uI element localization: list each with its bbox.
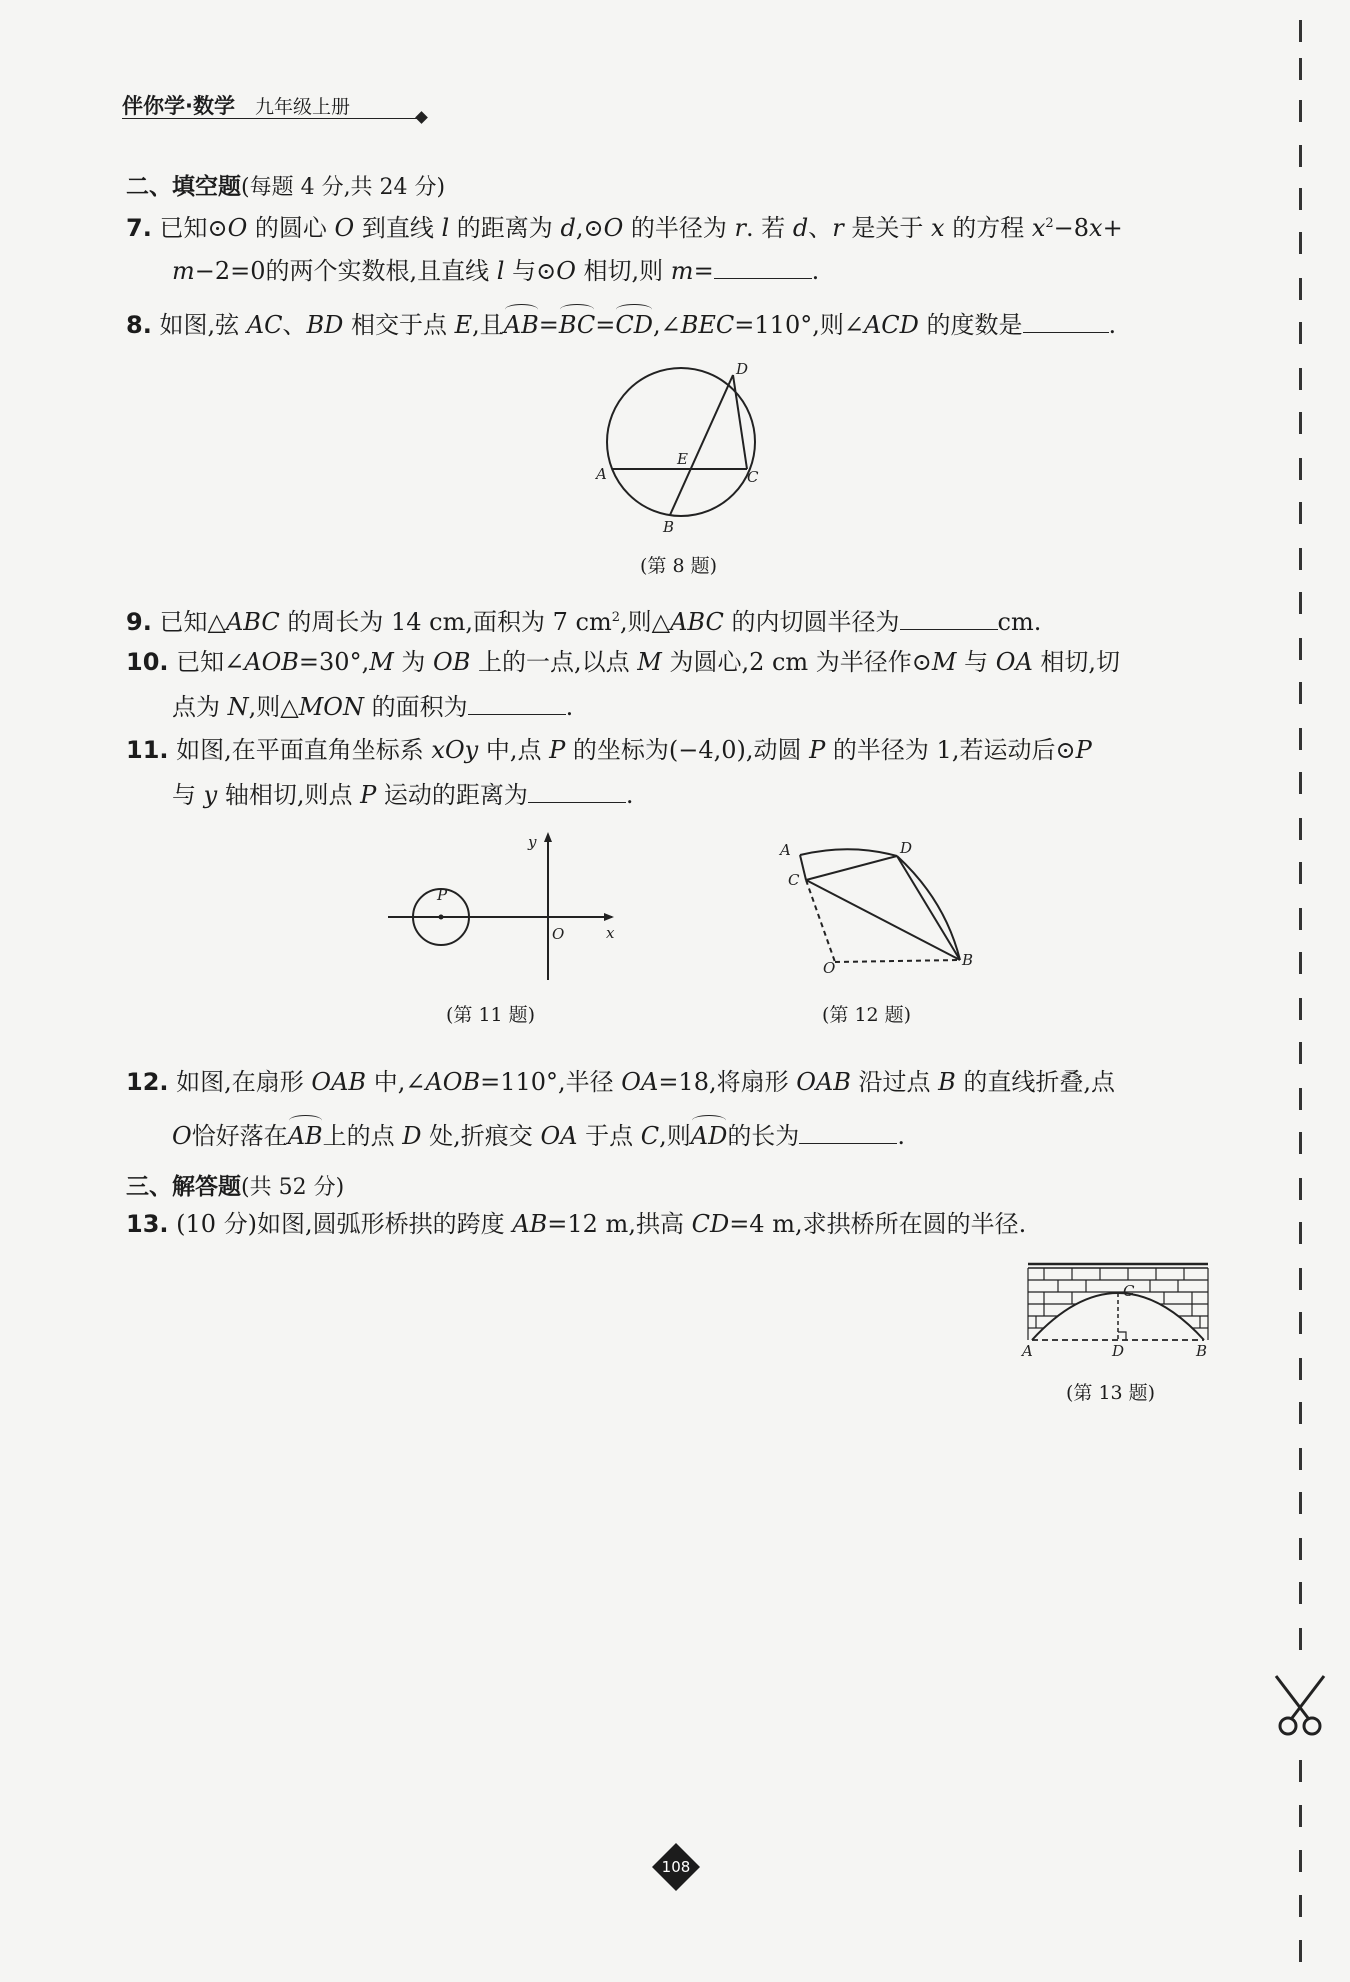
figure-12-sector	[770, 835, 995, 985]
header-diamond-icon	[415, 111, 428, 124]
fig11-label-y: y	[528, 833, 537, 851]
grade-label: 九年级上册	[254, 96, 350, 118]
figure-13-bridge	[1020, 1258, 1220, 1358]
question-7-line-2: m−2=0的两个实数根,且直线 l 与⊙O 相切,则 m= .	[172, 257, 820, 285]
fig12-label-C: C	[788, 871, 800, 889]
book-brand: 伴你学·数学	[122, 94, 235, 118]
answer-blank-7[interactable]	[714, 258, 812, 279]
fig13-label-C: C	[1123, 1282, 1135, 1300]
figure-13-caption: (第 13 题)	[1066, 1382, 1156, 1404]
question-12-line-1: 12. 如图,在扇形 OAB 中,∠AOB=110°,半径 OA=18,将扇形 OAB 沿过点 B 的直线折叠,点	[126, 1068, 1116, 1096]
answer-blank-9[interactable]	[900, 609, 998, 630]
figure-11-caption: (第 11 题)	[446, 1004, 536, 1026]
figure-12-caption: (第 12 题)	[822, 1004, 912, 1026]
page-number-badge	[651, 1842, 701, 1892]
question-9: 9. 已知△ABC 的周长为 14 cm,面积为 7 $cm^2$,则△ABC 的内切圆半径为 cm.	[126, 608, 1042, 636]
fig11-label-x: x	[606, 924, 615, 942]
fig8-label-D: D	[736, 360, 749, 378]
question-13: 13. (10 分)如图,圆弧形桥拱的跨度 AB=12 m,拱高 CD=4 m,求拱桥所在圆的半径.	[126, 1210, 1027, 1238]
fig13-label-D: D	[1112, 1342, 1125, 1358]
answer-blank-10[interactable]	[468, 694, 566, 715]
fig13-label-A: A	[1022, 1342, 1033, 1358]
question-7-line-1: 7. 已知⊙O 的圆心 O 到直线 l 的距离为 d,⊙O 的半径为 r. 若 d、r 是关于 x 的方程 $x^2-8x+$	[126, 214, 1123, 242]
answer-blank-8[interactable]	[1023, 312, 1109, 333]
page-number: 108	[661, 1858, 691, 1876]
answer-blank-11[interactable]	[528, 782, 626, 803]
fig13-label-B: B	[1196, 1342, 1208, 1358]
section-solve-title: 三、解答题(共 52 分)	[126, 1174, 345, 1200]
question-8: 8. 如图,弦 AC、BD 相交于点 E,且AB=BC=CD,∠BEC=110°,则∠ACD 的度数是 .	[126, 311, 1117, 339]
figure-8-circle	[595, 360, 785, 535]
question-10-line-2: 点为 N,则△MON 的面积为 .	[172, 693, 574, 721]
scissors-icon	[1268, 1672, 1332, 1742]
question-11-line-1: 11. 如图,在平面直角坐标系 xOy 中,点 P 的坐标为(−4,0),动圆 P 的半径为 1,若运动后⊙P	[126, 736, 1092, 764]
answer-blank-12[interactable]	[799, 1123, 897, 1144]
header-rule	[122, 118, 422, 119]
question-11-line-2: 与 y 轴相切,则点 P 运动的距离为 .	[172, 781, 634, 809]
section-fill-in-title: 二、填空题(每题 4 分,共 24 分)	[126, 174, 446, 200]
fig11-label-O: O	[552, 925, 565, 943]
fig8-label-E: E	[677, 450, 688, 468]
question-10-line-1: 10. 已知∠AOB=30°,M 为 OB 上的一点,以点 M 为圆心,2 cm 为半径作⊙M 与 OA 相切,切	[126, 648, 1121, 676]
fig12-label-A: A	[780, 841, 791, 859]
fig11-label-P: P	[437, 886, 448, 904]
header	[122, 90, 350, 120]
fig8-label-C: C	[747, 468, 759, 486]
fig8-label-A: A	[596, 465, 607, 483]
figure-8-caption: (第 8 题)	[640, 555, 717, 577]
fig12-label-O: O	[823, 959, 836, 977]
figure-11-coordinate	[380, 825, 640, 985]
question-12-line-2: O恰好落在AB上的点 D 处,折痕交 OA 于点 C,则AD的长为 .	[172, 1122, 905, 1150]
fig12-label-D: D	[900, 839, 913, 857]
fig12-label-B: B	[962, 951, 974, 969]
fig8-label-B: B	[663, 518, 675, 535]
